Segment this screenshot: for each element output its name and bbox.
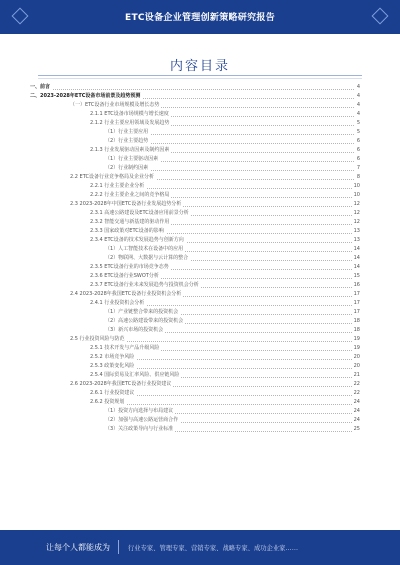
toc-entry[interactable] — [30, 236, 360, 245]
toc-entry-page: 4 — [356, 93, 360, 99]
toc-entry[interactable] — [30, 290, 360, 299]
toc-entry[interactable] — [30, 263, 360, 272]
toc-entry-page: 22 — [353, 381, 360, 387]
toc-entry-page: 5 — [356, 129, 360, 135]
toc-entry-title: 2.3.1 高速公路建设及ETC设备应用前景分析 — [90, 210, 189, 216]
toc-entry-title: （1）产业链整合带来的投资机会 — [105, 309, 179, 315]
toc-entry-title: 2.3.4 ETC设备的技术发展趋势与创新方向 — [90, 237, 184, 243]
toc-entry-page: 18 — [353, 318, 360, 324]
toc-heading: 内容目录 — [169, 59, 230, 74]
toc-entry-page: 14 — [353, 246, 360, 252]
toc-entry-page: 17 — [353, 309, 360, 315]
toc-entry-page: 20 — [353, 354, 360, 360]
toc-entry-page: 6 — [356, 147, 360, 153]
toc-entry-title: （1）人工智能技术在设备中的应用 — [105, 246, 184, 252]
toc-entry[interactable] — [30, 344, 360, 353]
toc-entry-title: （3）新兴市场的投资机会 — [105, 327, 164, 333]
toc-entry-page: 10 — [353, 183, 360, 189]
toc-divider — [38, 75, 362, 76]
toc-entry-page: 14 — [353, 255, 360, 261]
footer-slogan: 让每个人都能成为 — [46, 543, 110, 552]
toc-entry-title: 2.2.2 行业主要企业之间的竞争格局 — [90, 192, 170, 198]
toc-entry[interactable] — [30, 182, 360, 191]
toc-entry[interactable] — [30, 155, 360, 164]
toc-entry-page: 22 — [353, 390, 360, 396]
toc-entry[interactable] — [30, 83, 360, 92]
toc-entry[interactable] — [30, 227, 360, 236]
toc-entry-page: 16 — [353, 282, 360, 288]
toc-entry-title: （一）ETC设备行业市场规模及增长态势 — [70, 102, 160, 108]
toc-entry[interactable] — [30, 245, 360, 254]
toc-entry[interactable] — [30, 218, 360, 227]
toc-entry[interactable] — [30, 137, 360, 146]
report-header — [0, 0, 400, 34]
report-title: ETC设备企业管理创新策略研究报告 — [125, 13, 275, 23]
toc-entry-page: 13 — [353, 228, 360, 234]
toc-entry[interactable] — [30, 281, 360, 290]
toc-entry[interactable] — [30, 326, 360, 335]
toc-entry-title: 2.5.4 国际贸易及汇率风险、供应链风险 — [90, 372, 180, 378]
toc-entry[interactable] — [30, 416, 360, 425]
page-footer — [0, 530, 400, 565]
toc-entry-page: 8 — [356, 174, 360, 180]
toc-entry[interactable] — [30, 254, 360, 263]
toc-entry-title: 2.1.2 行业主要应用领域及发展趋势 — [90, 120, 170, 126]
toc-entry-title: 2.5 行业投资风险与防范 — [70, 336, 125, 342]
toc-entry-title: 2.2.1 行业主要企业分析 — [90, 183, 145, 189]
toc-entry[interactable] — [30, 407, 360, 416]
toc-entry[interactable] — [30, 191, 360, 200]
toc-entry[interactable] — [30, 353, 360, 362]
toc-entry-page: 19 — [353, 336, 360, 342]
toc-entry-title: 2.6 2023-2028年我国ETC设备行业投资建议 — [70, 381, 172, 387]
toc-entry[interactable] — [30, 272, 360, 281]
toc-entry-page: 6 — [356, 138, 360, 144]
toc-entry-title: 2.4.1 行业投资机会分析 — [90, 300, 145, 306]
toc-entry-page: 17 — [353, 300, 360, 306]
toc-entry-title: （1）行业主要驱动因素 — [105, 156, 159, 162]
toc-entry-page: 13 — [353, 237, 360, 243]
toc-entry[interactable] — [30, 146, 360, 155]
toc-entry-title: （1）行业主要应用 — [105, 129, 149, 135]
toc-entry-title: 2.5.3 政策变化风险 — [90, 363, 135, 369]
toc-entry[interactable] — [30, 335, 360, 344]
toc-entry-page: 12 — [353, 201, 360, 207]
toc-entry[interactable] — [30, 389, 360, 398]
toc-entry-title: 2.3.2 智能交通与新基建的驱动作用 — [90, 219, 170, 225]
toc-entry-page: 4 — [356, 111, 360, 117]
toc-entry-title: 2.2 ETC设备行业竞争格局及企业分析 — [70, 174, 154, 180]
toc-entry-page: 20 — [353, 363, 360, 369]
toc-entry-title: 2.3.3 国家政策对ETC设备的影响 — [90, 228, 164, 234]
toc-entry-title: （2）加强与高速公路运营商合作 — [105, 417, 179, 423]
toc-entry-title: （2）行业主要趋势 — [105, 138, 149, 144]
toc-entry[interactable] — [30, 200, 360, 209]
toc-divider-light — [38, 78, 362, 79]
toc-entry-page: 24 — [353, 399, 360, 405]
toc-entry-page: 4 — [356, 84, 360, 90]
toc-entry[interactable] — [30, 299, 360, 308]
toc-entry[interactable] — [30, 92, 360, 101]
toc-entry-title: 2.5.2 市场竞争风险 — [90, 354, 135, 360]
toc-entry-page: 10 — [353, 192, 360, 198]
toc-entry-title: （2）高速公路建设带来的投资机会 — [105, 318, 184, 324]
toc-entry-title: 2.4 2023-2028年我国ETC设备行业投资机会分析 — [70, 291, 182, 297]
toc-entry-page: 18 — [353, 327, 360, 333]
toc-entry-page: 24 — [353, 417, 360, 423]
toc-entry[interactable] — [30, 119, 360, 128]
table-of-contents — [30, 83, 360, 434]
toc-entry-page: 17 — [353, 291, 360, 297]
toc-entry-title: 2.6.2 投资规划 — [90, 399, 125, 405]
toc-entry-page: 5 — [356, 120, 360, 126]
toc-entry-page: 12 — [353, 210, 360, 216]
footer-separator — [118, 540, 119, 554]
footer-roles: 行业专家、管理专家、营销专家、战略专家、成功企业家…… — [128, 545, 299, 552]
toc-entry[interactable] — [30, 110, 360, 119]
toc-entry-page: 25 — [353, 426, 360, 432]
toc-entry-title: （1）投资方向选择与布局建议 — [105, 408, 174, 414]
toc-entry-page: 21 — [353, 372, 360, 378]
toc-entry[interactable] — [30, 380, 360, 389]
toc-entry[interactable] — [30, 317, 360, 326]
toc-entry-title: 一、前言 — [30, 84, 51, 90]
toc-entry[interactable] — [30, 128, 360, 137]
toc-entry-page: 4 — [356, 102, 360, 108]
toc-entry-title: 2.1.3 行业发展驱动因素及制约因素 — [90, 147, 170, 153]
toc-entry[interactable] — [30, 164, 360, 173]
toc-entry[interactable] — [30, 371, 360, 380]
toc-entry[interactable] — [30, 173, 360, 182]
toc-entry-title: 2.3 2023-2028年中国ETC设备行业发展趋势分析 — [70, 201, 182, 207]
toc-dot-leader — [30, 89, 360, 90]
toc-entry-title: （2）物联网、大数据与云计算的整合 — [105, 255, 189, 261]
toc-entry-page: 14 — [353, 264, 360, 270]
toc-entry-page: 15 — [353, 273, 360, 279]
toc-entry-page: 24 — [353, 408, 360, 414]
toc-entry[interactable] — [30, 209, 360, 218]
toc-entry-title: 2.6.1 行业投资建议 — [90, 390, 135, 396]
toc-entry-title: 2.3.6 ETC设备行业SWOT分析 — [90, 273, 159, 279]
toc-entry[interactable] — [30, 425, 360, 434]
toc-entry-title: 二、2023-2028年ETC设备市场前景及趋势预测 — [30, 93, 141, 99]
toc-dot-leader — [90, 404, 360, 405]
toc-entry-page: 19 — [353, 345, 360, 351]
toc-entry-page: 6 — [356, 156, 360, 162]
toc-entry[interactable] — [30, 101, 360, 110]
toc-entry-title: （3）关注政策导向与行业标准 — [105, 426, 174, 432]
toc-entry-page: 12 — [353, 219, 360, 225]
toc-entry[interactable] — [30, 362, 360, 371]
toc-entry-title: 2.3.7 ETC设备行业未来发展趋势与投资机会分析 — [90, 282, 199, 288]
toc-entry-title: 2.3.5 ETC设备行业的市场竞争态势 — [90, 264, 169, 270]
toc-entry[interactable] — [30, 398, 360, 407]
toc-entry-page: 7 — [356, 165, 360, 171]
toc-entry-title: 2.1.1 ETC设备市场规模与增长速度 — [90, 111, 169, 117]
toc-entry-title: （2）行业制约因素 — [105, 165, 149, 171]
toc-entry[interactable] — [30, 308, 360, 317]
toc-entry-title: 2.5.1 技术开发与产品升级风险 — [90, 345, 160, 351]
